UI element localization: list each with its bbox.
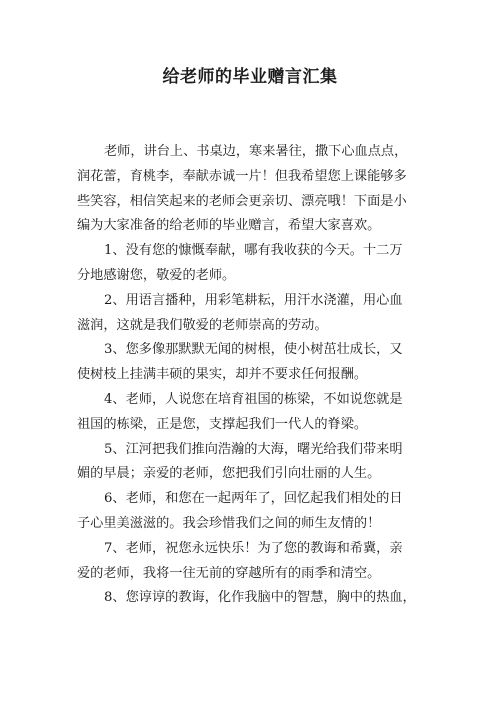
text-line: 滋润，这就是我们敬爱的老师崇高的劳动。	[77, 317, 328, 333]
text-line: 分地感谢您，敬爱的老师。	[77, 267, 236, 283]
page-title: 给老师的毕业赠言汇集	[162, 67, 338, 87]
text-line: 编为大家准备的给老师的毕业赠言，希望大家喜欢。	[77, 218, 381, 234]
text-line: 子心里美滋滋的。我会珍惜我们之间的师生友情的！	[77, 515, 381, 531]
text-line: 些笑容，相信笑起来的老师会更亲切、漂亮哦！下面是小	[77, 193, 407, 209]
text-line: 1、没有您的慷慨奉献，哪有我收获的今天。十二万	[104, 243, 403, 259]
text-line: 爱的老师，我将一往无前的穿越所有的雨季和清空。	[77, 565, 381, 581]
text-line: 8、您谆谆的教诲，化作我脑中的智慧，胸中的热血，	[104, 590, 416, 606]
text-line: 老师，讲台上、书桌边，寒来暑往，撒下心血点点，	[104, 144, 408, 159]
text-line: 媚的早晨；亲爱的老师，您把我们引向壮丽的人生。	[77, 466, 381, 482]
text-line: 4、老师，人说您在培育祖国的栋梁，不如说您就是	[104, 391, 403, 407]
text-line: 2、用语言播种，用彩笔耕耘，用汗水浇灌，用心血	[104, 292, 403, 308]
text-line: 7、老师，祝您永远快乐！为了您的教诲和希冀，亲	[104, 540, 403, 556]
text-line: 6、老师，和您在一起两年了，回忆起我们相处的日	[104, 491, 403, 507]
text-line: 3、您多像那默默无闻的树根，使小树茁壮成长，又	[104, 342, 403, 358]
document-body	[77, 140, 432, 611]
text-line: 祖国的栋梁，正是您，支撑起我们一代人的脊梁。	[77, 416, 368, 432]
text-line: 润花蕾，育桃李，奉献赤诚一片！但我希望您上课能够多	[77, 168, 407, 184]
text-line: 使树枝上挂满丰硕的果实，却并不要求任何报酬。	[77, 367, 368, 383]
text-line: 5、江河把我们推向浩瀚的大海，曙光给我们带来明	[104, 441, 403, 457]
